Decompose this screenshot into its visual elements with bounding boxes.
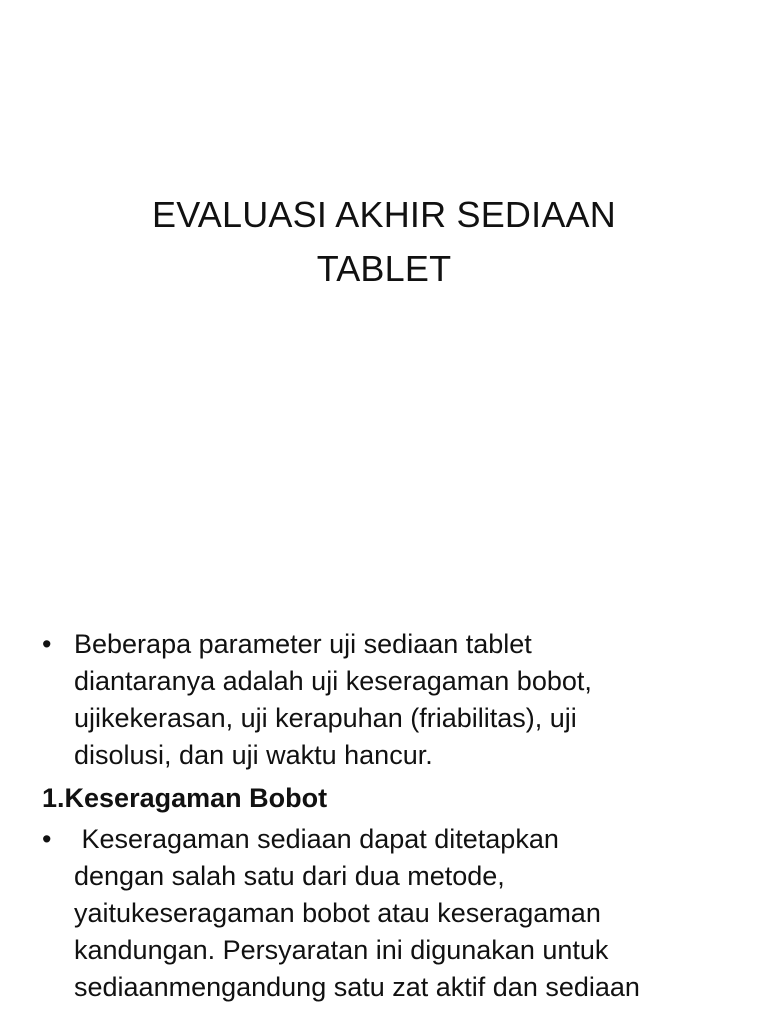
- bullet-parameters: [42, 626, 742, 774]
- bullet-line: diantaranya adalah uji keseragaman bobot,: [74, 666, 592, 696]
- slide-title-line-2: TABLET: [316, 248, 452, 289]
- bullet-line: kandungan. Persyaratan ini digunakan untuk: [74, 935, 609, 965]
- bullet-line: ujikekerasan, uji kerapuhan (friabilitas), uji: [74, 703, 577, 733]
- bullet-keseragaman: [42, 821, 742, 1006]
- slide-title: [0, 188, 768, 296]
- slide-title-line-1: EVALUASI AKHIR SEDIAAN: [152, 194, 616, 235]
- bullet-line: Keseragaman sediaan dapat ditetapkan: [74, 824, 559, 854]
- section-heading: 1.Keseragaman Bobot: [42, 783, 328, 813]
- bullet-line: disolusi, dan uji waktu hancur.: [74, 740, 433, 770]
- bullet-line: sediaanmengandung satu zat aktif dan sediaan: [74, 972, 640, 1002]
- slide-body: [42, 626, 742, 1006]
- bullet-dot: •: [42, 824, 52, 854]
- bullet-dot: •: [42, 629, 52, 659]
- bullet-line: dengan salah satu dari dua metode,: [74, 861, 505, 891]
- bullet-line: yaitukeseragaman bobot atau keseragaman: [74, 898, 601, 928]
- bullet-line: Beberapa parameter uji sediaan tablet: [74, 629, 532, 659]
